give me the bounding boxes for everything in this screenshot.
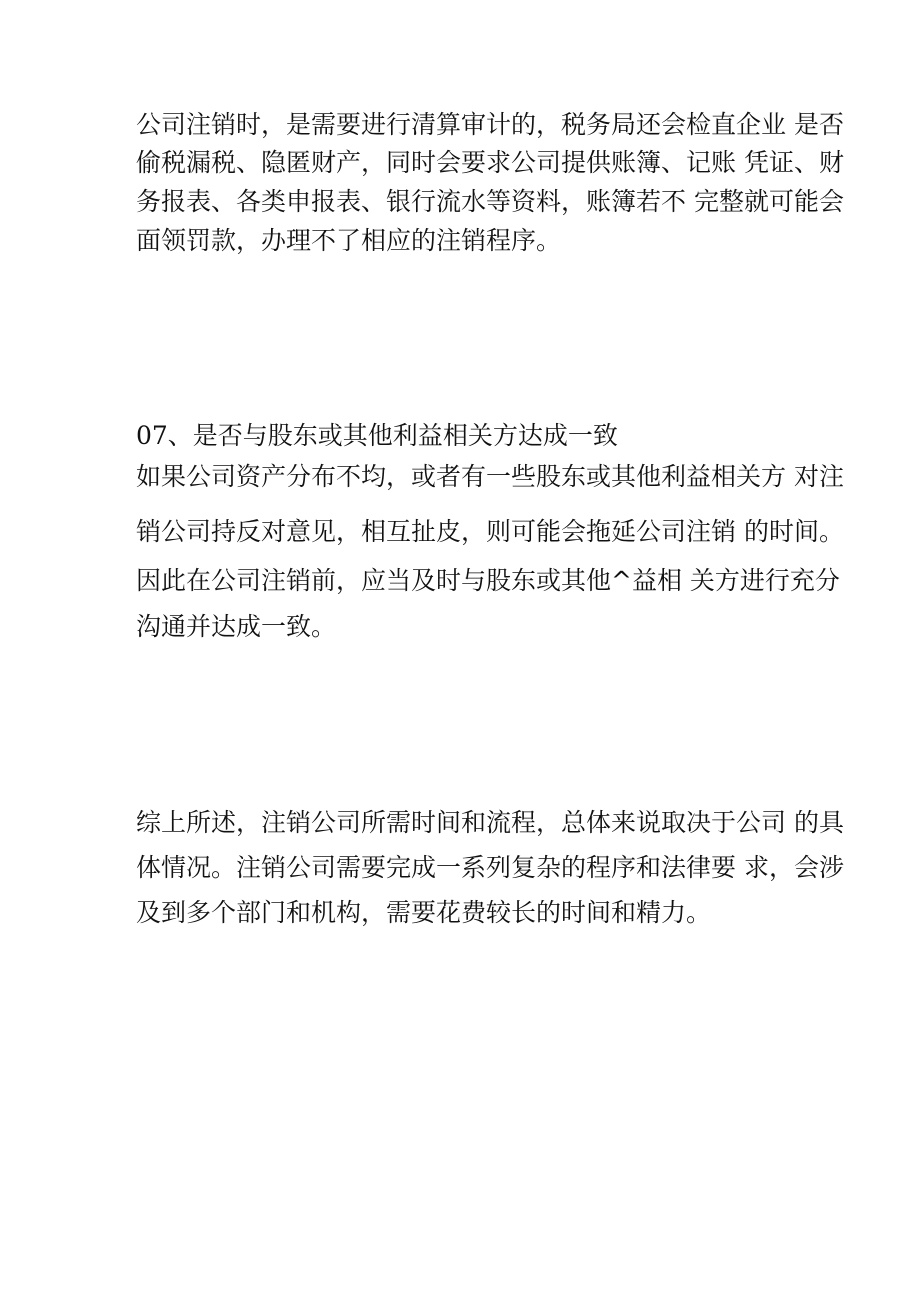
paragraph-line: 务报表、各类申报表、银行流水等资料，账簿若不 完整就可能会 [136, 187, 844, 216]
paragraph-line: 如果公司资产分布不均，或者有一些股东或其他利益相关方 对注 [136, 462, 844, 491]
paragraph-line: 面领罚款，办理不了相应的注销程序。 [136, 226, 562, 255]
paragraph-line: 综上所述，注销公司所需时间和流程，总体来说取决于公司 的具 [136, 808, 844, 837]
paragraph-line: 及到多个部门和机构，需要花费较长的时间和精力。 [136, 898, 712, 927]
paragraph-line: 沟通并达成一致。 [136, 612, 337, 641]
paragraph-line: 偷税漏税、隐匿财产，同时会要求公司提供账簿、记账 凭证、财 [136, 148, 844, 177]
paragraph-line: 因此在公司注销前，应当及时与股东或其他^益相 关方进行充分 [136, 566, 840, 595]
paragraph-line: 销公司持反对意见，相互扯皮，则可能会拖延公司注销 的时间。 [136, 517, 844, 546]
paragraph-line: 公司注销时，是需要进行清算审计的，税务局还会检直企业 是否 [136, 110, 844, 139]
section-heading: 07、是否与股东或其他利益相关方达成一致 [136, 421, 618, 450]
paragraph-line: 体情况。注销公司需要完成一系列复杂的程序和法律要 求，会涉 [136, 853, 844, 882]
